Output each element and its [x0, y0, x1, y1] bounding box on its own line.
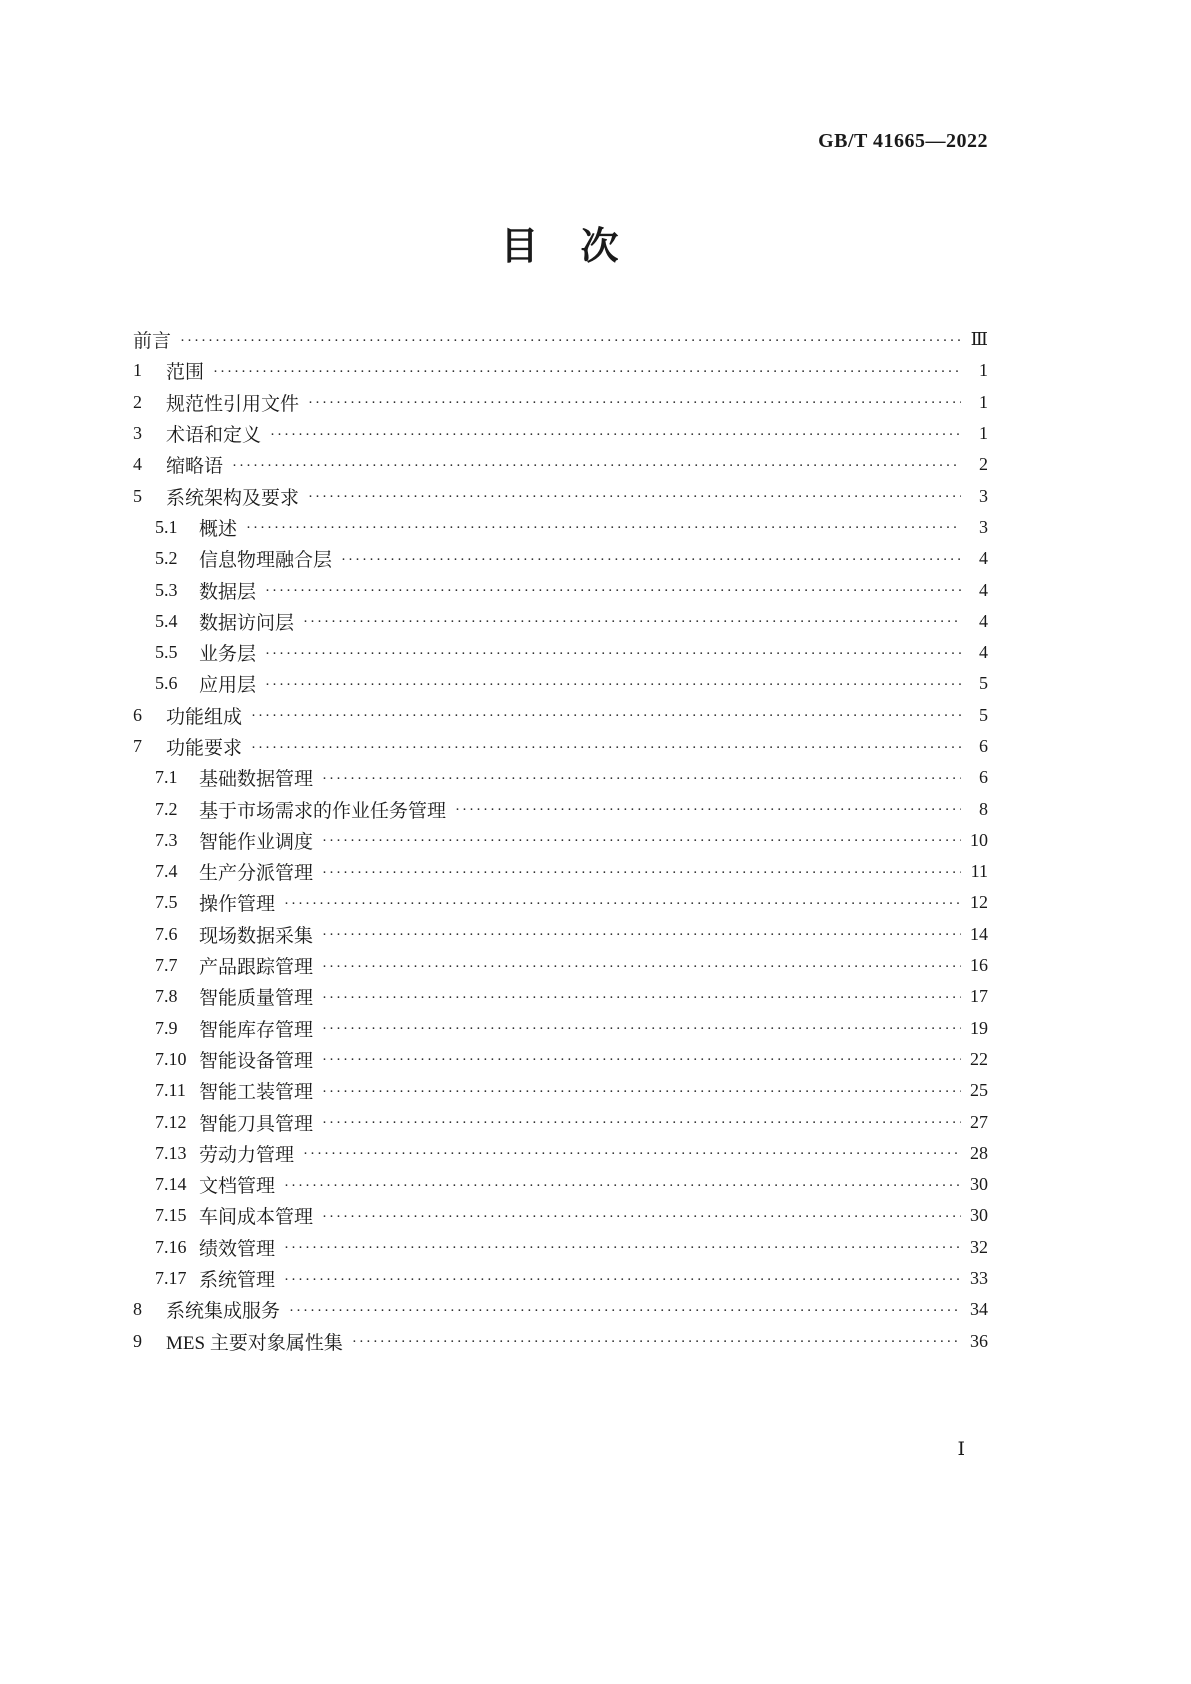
toc-entry-page: 19: [970, 1017, 988, 1038]
toc-leader-dots: [289, 1299, 961, 1321]
toc-entry-number: 1: [133, 360, 142, 381]
toc-entry-label: 智能工装管理: [199, 1082, 314, 1104]
toc-entry-page: 30: [970, 1205, 988, 1226]
toc-entry-label: 智能刀具管理: [199, 1113, 314, 1135]
toc-entry-number: 6: [133, 704, 142, 725]
toc-entry-label: 规范性引用文件: [166, 393, 300, 415]
toc-entry: [133, 981, 988, 1012]
toc-entry: [133, 1263, 988, 1294]
toc-entry-label: 劳动力管理: [199, 1144, 295, 1166]
toc-entry-label: 智能质量管理: [199, 988, 314, 1010]
toc-entry-label: 现场数据采集: [199, 925, 314, 947]
toc-entry: [133, 1013, 988, 1044]
toc-leader-dots: [322, 923, 961, 945]
toc-leader-dots: [322, 829, 961, 851]
toc-entry: [133, 700, 988, 731]
toc-entry: [133, 1232, 988, 1263]
toc-entry: [133, 762, 988, 793]
toc-entry-page: 33: [970, 1268, 988, 1289]
toc-entry: [133, 418, 988, 449]
toc-entry-number: 5.5: [155, 642, 178, 663]
toc-entry-page: 22: [970, 1048, 988, 1069]
toc-entry-number: 7.1: [155, 767, 178, 788]
toc-entry-number: 7.9: [155, 1017, 178, 1038]
toc-leader-dots: [246, 516, 961, 538]
toc-entry-number: 8: [133, 1299, 142, 1320]
toc-leader-dots: [284, 1236, 961, 1258]
toc-entry-page: 3: [979, 485, 988, 506]
toc-entry-label: 基于市场需求的作业任务管理: [199, 800, 447, 822]
toc-entry-page: 6: [979, 736, 988, 756]
page-title: 目 次: [500, 226, 621, 268]
toc-leader-dots: [322, 1205, 961, 1227]
toc-entry: [133, 1138, 988, 1169]
toc-entry: [133, 1169, 988, 1200]
toc-leader-dots: [322, 1080, 961, 1102]
toc-entry-label: 应用层: [199, 675, 257, 697]
toc-entry-label: 业务层: [199, 644, 257, 666]
toc-entry-page: 4: [979, 610, 988, 631]
toc-entry-page: 8: [979, 798, 988, 819]
toc-entry-number: 5.4: [155, 610, 178, 631]
toc-entry: [133, 1075, 988, 1106]
toc-entry-page: 27: [970, 1111, 988, 1132]
toc-entry-number: 9: [133, 1330, 142, 1351]
toc-leader-dots: [180, 329, 961, 351]
toc-entry: [133, 950, 988, 981]
toc-entry-page: 12: [970, 892, 988, 913]
toc-entry: [133, 355, 988, 386]
toc-entry-number: 7.3: [155, 829, 178, 850]
toc-entry: [133, 668, 988, 699]
toc-entry-label: 系统管理: [199, 1270, 276, 1292]
toc-entry-label: 文档管理: [199, 1176, 276, 1198]
toc-leader-dots: [322, 767, 961, 789]
toc-entry-number: 7.16: [155, 1236, 187, 1257]
toc-entry-page: 4: [979, 579, 988, 600]
toc-entry-page: 6: [979, 767, 988, 788]
toc-entry-label: 系统架构及要求: [166, 487, 300, 509]
toc-entry-page: 1: [979, 391, 988, 412]
toc-entry-label: 智能库存管理: [199, 1019, 314, 1041]
toc-leader-dots: [303, 1142, 961, 1164]
toc-entry-number: 7: [133, 736, 142, 756]
toc-leader-dots: [341, 548, 961, 570]
toc-entry-number: 4: [133, 454, 142, 475]
toc-leader-dots: [322, 1111, 961, 1133]
toc-leader-dots: [308, 485, 961, 507]
toc-entry: [133, 919, 988, 950]
toc-entry-number: 7.12: [155, 1111, 187, 1132]
toc-entry-page: 14: [970, 923, 988, 944]
toc-entry-page: 3: [979, 516, 988, 537]
toc-leader-dots: [322, 955, 961, 977]
toc-leader-dots: [322, 986, 961, 1008]
toc-entry-number: 7.2: [155, 798, 178, 819]
toc-list: [133, 324, 988, 1357]
toc-entry-page: 28: [970, 1142, 988, 1163]
toc-leader-dots: [265, 579, 961, 601]
toc-entry-page: 4: [979, 642, 988, 663]
toc-entry-page: 5: [979, 673, 988, 694]
toc-entry-number: 5: [133, 485, 142, 506]
toc-entry-page: 2: [979, 454, 988, 475]
toc-entry-label: 生产分派管理: [199, 863, 314, 885]
toc-leader-dots: [251, 704, 961, 726]
toc-entry-number: 5.2: [155, 548, 178, 569]
toc-entry: [133, 1106, 988, 1137]
toc-leader-dots: [303, 610, 961, 632]
toc-entry-number: 7.14: [155, 1174, 187, 1195]
toc-entry-label: 绩效管理: [199, 1238, 276, 1260]
toc-entry-number: 7.8: [155, 986, 178, 1007]
toc-entry-page: 1: [979, 360, 988, 381]
toc-leader-dots: [213, 360, 961, 382]
toc-entry: [133, 793, 988, 824]
toc-entry-label: 车间成本管理: [199, 1207, 314, 1229]
toc-entry-label: 范围: [166, 362, 205, 384]
toc-entry-number: 7.6: [155, 923, 178, 944]
toc-leader-dots: [308, 391, 961, 413]
toc-leader-dots: [284, 1268, 961, 1290]
standard-number: GB/T 41665—2022: [818, 130, 988, 152]
toc-entry-number: 3: [133, 423, 142, 444]
toc-entry-label: 术语和定义: [166, 425, 262, 447]
toc-entry-number: 5.1: [155, 516, 178, 537]
toc-leader-dots: [284, 892, 961, 914]
toc-entry: [133, 887, 988, 918]
toc-entry-label: 智能作业调度: [199, 831, 314, 853]
page-content: [133, 0, 988, 1357]
toc-leader-dots: [265, 642, 961, 664]
toc-entry: [133, 637, 988, 668]
toc-entry: [133, 731, 988, 762]
toc-leader-dots: [265, 673, 961, 695]
toc-entry-number: 7.11: [155, 1080, 186, 1101]
toc-entry-label: 缩略语: [166, 456, 224, 478]
toc-entry: [133, 512, 988, 543]
toc-entry-label: 数据访问层: [199, 612, 295, 634]
toc-entry-number: 7.13: [155, 1142, 187, 1163]
toc-entry-label: 产品跟踪管理: [199, 957, 314, 979]
toc-entry-number: 7.15: [155, 1205, 187, 1226]
toc-entry-number: 7.5: [155, 892, 178, 913]
page-number: Ⅰ: [957, 1439, 965, 1460]
toc-entry-label: 数据层: [199, 581, 257, 603]
toc-leader-dots: [322, 1017, 961, 1039]
toc-entry-number: 7.10: [155, 1048, 187, 1069]
toc-entry-label: 系统集成服务: [166, 1301, 281, 1323]
toc-entry: [133, 606, 988, 637]
toc-entry-label: 智能设备管理: [199, 1050, 314, 1072]
toc-entry-page: 10: [970, 829, 988, 850]
toc-leader-dots: [322, 861, 961, 883]
toc-entry-label: 信息物理融合层: [199, 550, 333, 572]
toc-entry-page: 1: [979, 423, 988, 444]
toc-entry-number: 5.3: [155, 579, 178, 600]
toc-entry-label: MES 主要对象属性集: [166, 1332, 343, 1354]
toc-entry-number: 7.7: [155, 955, 178, 976]
toc-entry-page: 25: [970, 1080, 988, 1101]
toc-leader-dots: [455, 798, 961, 820]
toc-leader-dots: [251, 736, 961, 758]
toc-leader-dots: [232, 454, 961, 476]
toc-entry: [133, 387, 988, 418]
toc-leader-dots: [284, 1174, 961, 1196]
toc-entry-number: 5.6: [155, 673, 178, 694]
toc-entry-page: 32: [970, 1236, 988, 1257]
toc-entry-label: 功能组成: [166, 706, 243, 728]
toc-entry-page: 30: [970, 1174, 988, 1195]
toc-entry: [133, 480, 988, 511]
toc-entry-page: 4: [979, 548, 988, 569]
toc-entry: [133, 1294, 988, 1325]
toc-entry: [133, 1200, 988, 1231]
toc-entry-label: 概述: [199, 518, 238, 540]
toc-entry-page: 34: [970, 1299, 988, 1320]
toc-entry-label: 基础数据管理: [199, 769, 314, 791]
toc-entry: [133, 825, 988, 856]
toc-entry: [133, 856, 988, 887]
toc-entry-page: 11: [970, 861, 988, 882]
toc-entry-number: 7.4: [155, 861, 178, 882]
toc-entry-page: 17: [970, 986, 988, 1007]
toc-entry-page: 16: [970, 955, 988, 976]
toc-entry-page: 36: [970, 1330, 988, 1351]
toc-leader-dots: [352, 1330, 961, 1352]
toc-entry: [133, 1326, 988, 1357]
toc-entry-number: 7.17: [155, 1268, 187, 1289]
toc-entry: [133, 324, 988, 355]
toc-entry: [133, 543, 988, 574]
toc-entry: [133, 449, 988, 480]
toc-entry-label: 操作管理: [199, 894, 276, 916]
toc-leader-dots: [270, 423, 961, 445]
toc-entry-page: Ⅲ: [970, 329, 988, 350]
toc-entry-page: 5: [979, 704, 988, 725]
toc-entry-number: 2: [133, 391, 142, 412]
toc-entry: [133, 574, 988, 605]
toc-leader-dots: [322, 1048, 961, 1070]
toc-entry-label: 功能要求: [166, 738, 243, 759]
toc-entry-label: 前言: [133, 331, 172, 353]
toc-entry: [133, 1044, 988, 1075]
